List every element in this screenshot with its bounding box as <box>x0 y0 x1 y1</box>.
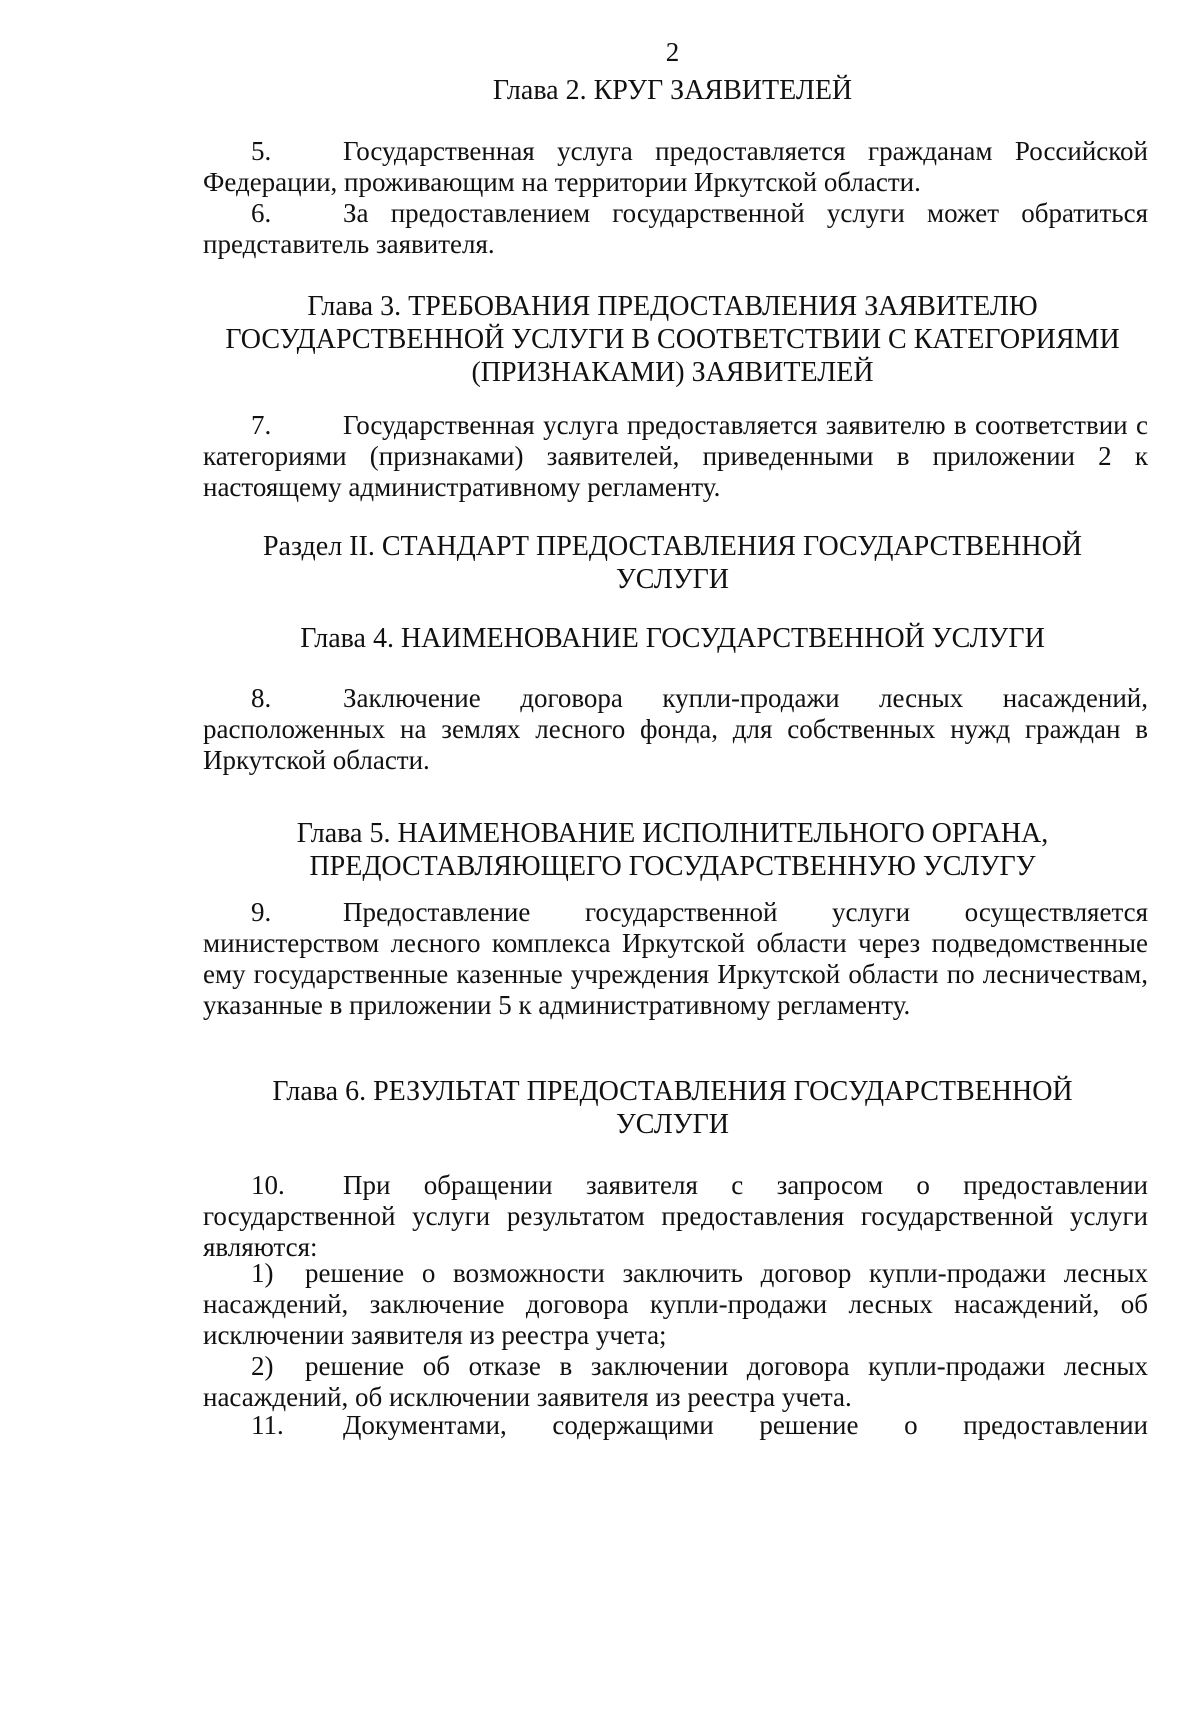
paragraph-6 <box>203 198 1148 260</box>
paragraph-5-text: Государственная услуга предоставляется гражданам Российской Федерации, проживающим на территории Иркутской области. <box>203 136 1148 197</box>
paragraph-11-text: Документами, содержащими решение о предоставлении <box>343 1410 1148 1440</box>
list-item-2 <box>203 1351 1148 1413</box>
list-item-1-number: 1) <box>251 1258 274 1288</box>
page-number: 2 <box>665 37 680 67</box>
chapter-3-title-line-3: (ПРИЗНАКАМИ) ЗАЯВИТЕЛЕЙ <box>471 357 874 388</box>
paragraph-7-text: Государственная услуга предоставляется заявителю в соответствии с категориями (признаками) заявителей, приведенными в приложении 2 к настоящему административному регламенту. <box>203 410 1148 502</box>
paragraph-5-number: 5. <box>251 136 272 166</box>
paragraph-10-text: При обращении заявителя с запросом о предоставлении государственной услуги результатом предоставления государственной услуги являются: <box>203 1170 1148 1262</box>
chapter-6-title-line-1: Глава 6. РЕЗУЛЬТАТ ПРЕДОСТАВЛЕНИЯ ГОСУДАРСТВЕННОЙ <box>272 1076 1073 1107</box>
chapter-5-title-line-2: ПРЕДОСТАВЛЯЮЩЕГО ГОСУДАРСТВЕННУЮ УСЛУГУ <box>309 851 1036 882</box>
list-item-1 <box>203 1258 1148 1351</box>
paragraph-5 <box>203 136 1148 198</box>
paragraph-10-number: 10. <box>251 1170 285 1200</box>
paragraph-9-text: Предоставление государственной услуги осуществляется министерством лесного комплекса Иркутской области через подведомственные ему государственные казенные учреждения Иркутской области по лесничествам, указанные в приложении 5 к административному регламенту. <box>203 897 1148 1020</box>
paragraph-11-number: 11. <box>251 1410 284 1440</box>
chapter-2-title <box>200 74 1145 107</box>
section-2-title <box>200 530 1145 596</box>
chapter-2-title-text: Глава 2. КРУГ ЗАЯВИТЕЛЕЙ <box>492 75 853 106</box>
chapter-6-title-line-2: УСЛУГИ <box>615 1109 730 1140</box>
paragraph-9-number: 9. <box>251 897 272 927</box>
list-item-2-text: решение об отказе в заключении договора купли-продажи лесных насаждений, об исключении заявителя из реестра учета. <box>203 1351 1148 1412</box>
paragraph-10 <box>203 1170 1148 1263</box>
list-item-2-number: 2) <box>251 1351 274 1381</box>
paragraph-6-text: За предоставлением государственной услуги может обратиться представитель заявителя. <box>203 198 1148 259</box>
paragraph-7 <box>203 410 1148 503</box>
section-2-title-line-1: Раздел II. СТАНДАРТ ПРЕДОСТАВЛЕНИЯ ГОСУДАРСТВЕННОЙ <box>262 531 1083 562</box>
chapter-4-title <box>200 622 1145 655</box>
paragraph-7-number: 7. <box>251 410 272 440</box>
chapter-6-title <box>200 1075 1145 1141</box>
chapter-4-title-text: Глава 4. НАИМЕНОВАНИЕ ГОСУДАРСТВЕННОЙ УСЛУГИ <box>300 623 1045 654</box>
paragraph-9 <box>203 897 1148 1021</box>
chapter-5-title <box>200 817 1145 883</box>
paragraph-8-text: Заключение договора купли-продажи лесных насаждений, расположенных на землях лесного фонда, для собственных нужд граждан в Иркутской области. <box>203 683 1148 775</box>
paragraph-6-number: 6. <box>251 198 272 228</box>
chapter-3-title-line-1: Глава 3. ТРЕБОВАНИЯ ПРЕДОСТАВЛЕНИЯ ЗАЯВИТЕЛЮ <box>307 291 1038 322</box>
list-item-1-text: решение о возможности заключить договор купли-продажи лесных насаждений, заключение договора купли-продажи лесных насаждений, об исключении заявителя из реестра учета; <box>203 1258 1148 1350</box>
chapter-5-title-line-1: Глава 5. НАИМЕНОВАНИЕ ИСПОЛНИТЕЛЬНОГО ОРГАНА, <box>296 818 1049 849</box>
paragraph-8-number: 8. <box>251 683 272 713</box>
paragraph-8 <box>203 683 1148 776</box>
chapter-3-title <box>200 290 1145 389</box>
chapter-3-title-line-2: ГОСУДАРСТВЕННОЙ УСЛУГИ В СООТВЕТСТВИИ С КАТЕГОРИЯМИ <box>225 324 1120 355</box>
paragraph-11 <box>203 1410 1148 1441</box>
section-2-title-line-2: УСЛУГИ <box>615 564 730 595</box>
